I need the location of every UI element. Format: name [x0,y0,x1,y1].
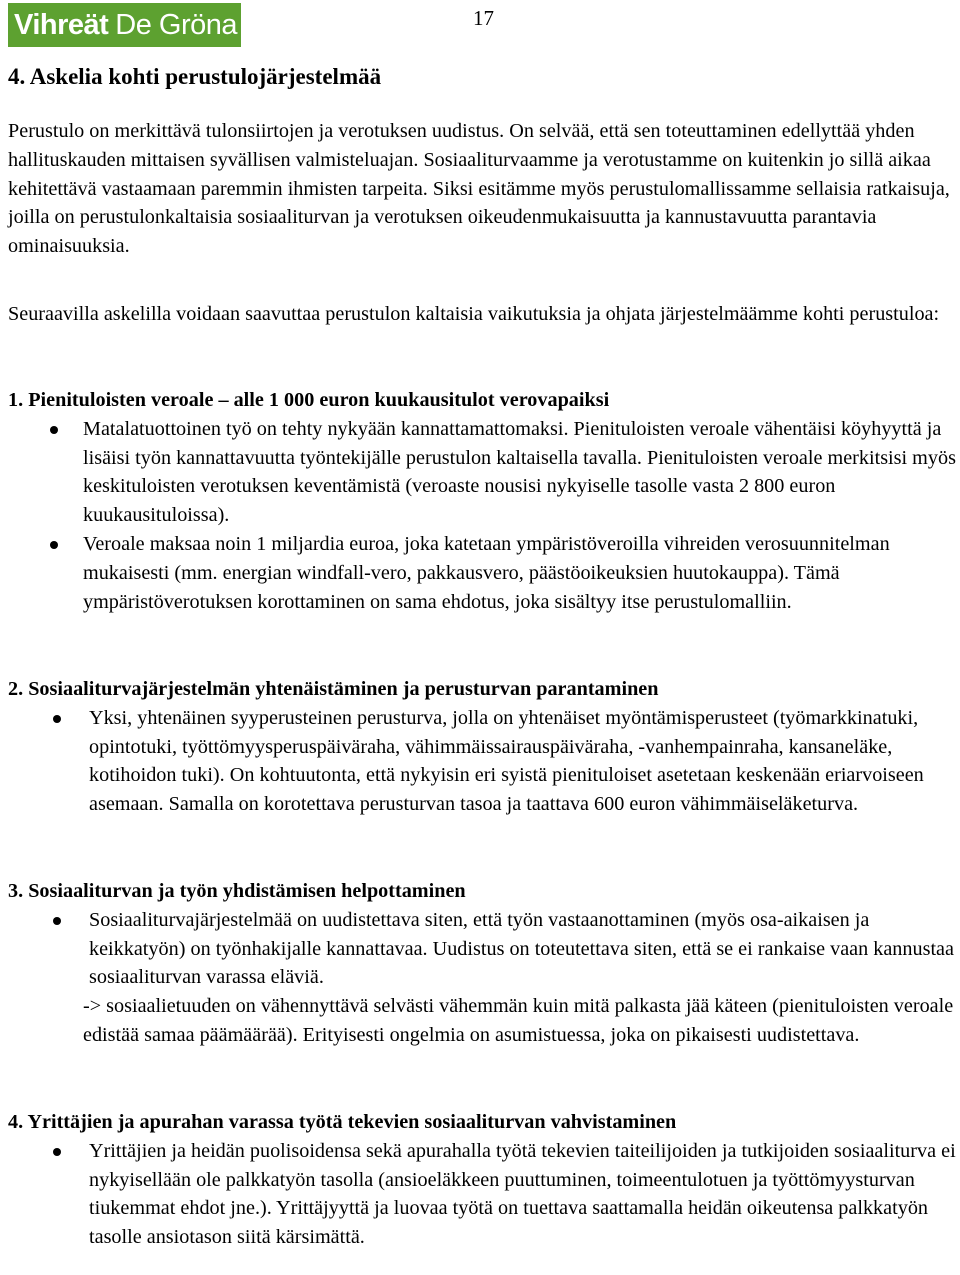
bullet-icon [53,917,61,925]
section-3 [8,877,958,1050]
bullet-icon [50,541,58,549]
section-heading: 1. Pienituloisten veroale – alle 1 000 euron kuukausitulot verovapaiksi [8,389,610,411]
section-1 [8,386,958,616]
logo-word-degrona: De Gröna [115,8,238,41]
bullet-icon [50,426,58,434]
list-item-text: Matalatuottoinen työ on tehty nykyään kannattamattomaksi. Pienituloisten veroale vähentäisi köyhyyttä ja lisäisi työn kannattavuutta työntekijälle perustulon kaltaisella tavalla. Pienituloisten veroale merkitsisi myös keskituloisten verotuksen keventämistä (veroaste nousisi nykyiselle tasolle vasta 2 800 euron kuukausituloissa). [83,417,956,527]
intro-paragraph: Perustulo on merkittävä tulonsiirtojen ja verotuksen uudistus. On selvää, että sen toteuttaminen edellyttää yhden hallituskauden mittaisen syvällisen valmisteluajan. Sosiaaliturvaamme ja verotustamme on kuitenkin jo sillä aikaa kehitettävä vastaamaan paremmin ihmisten tarpeita. Siksi esitämme myös perustulomallissamme sellaisia ratkaisuja, joilla on perustulonkaltaisia sosiaaliturvan ja verotuksen oikeudenmukaisuutta ja kannustavuutta parantavia ominaisuuksia. [8,120,950,258]
list-item-text: Sosiaaliturvajärjestelmää on uudistettava siten, että työn vastaanottaminen (myös osa-aikaisen ja keikkatyön) on työnhakijalle kannattavaa. Uudistus on toteutettava siten, että se ei rankaise vaan kannustaa sosiaaliturvan varassa eläviä. [89,908,954,989]
page-number: 17 [473,6,494,30]
section-2 [8,675,958,819]
section-heading: 4. Yrittäjien ja apurahan varassa työtä tekevien sosiaaliturvan vahvistaminen [8,1111,677,1133]
list-item [8,906,958,992]
section-heading: 3. Sosiaaliturvan ja työn yhdistämisen helpottaminen [8,880,466,902]
section-heading: 2. Sosiaaliturvajärjestelmän yhtenäistäminen ja perusturvan parantaminen [8,678,659,700]
bullet-list [8,906,958,992]
party-logo [8,3,241,47]
list-item-text: Veroale maksaa noin 1 miljardia euroa, joka katetaan ympäristöveroilla vihreiden verosuunnitelman mukaisesti (mm. energian windfall-vero, pakkausvero, päästöoikeuksien huutokauppa). Tämä ympäristöverotuksen korottaminen on sama ehdotus, joka sisältyy itse perustulomalliin. [83,532,890,613]
list-item [8,704,958,819]
list-item [8,1137,958,1252]
list-item-text: Yksi, yhtenäinen syyperusteinen perusturva, jolla on yhtenäiset myöntämisperusteet (työmarkkinatuki, opintotuki, työttömyysperuspäiväraha, vähimmäissairauspäiväraha, -vanhempainraha, kansaneläke, kotihoidon tuki). On kohtuutonta, että nykyisin eri syistä pienituloiset asetetaan keskenään eriarvoiseen asemaan. Samalla on korotettava perusturvan tasoa ja taattava 600 euron vähimmäiseläketurva. [89,706,924,816]
lead-paragraph: Seuraavilla askelilla voidaan saavuttaa perustulon kaltaisia vaikutuksia ja ohjata järjestelmäämme kohti perustuloa: [8,303,940,325]
section-4 [8,1108,958,1252]
bullet-icon [53,715,61,723]
bullet-icon [53,1148,61,1156]
logo-word-vihreat: Vihreät [14,8,109,41]
list-item [8,415,958,530]
bullet-list [8,415,958,617]
section-note: -> sosiaalietuuden on vähennyttävä selvästi vähemmän kuin mitä palkasta jää käteen (pienituloisten veroale edistää samaa päämäärää). Erityisesti ongelmia on asumistuessa, joka on pikaisesti uudistettava. [83,995,954,1046]
list-item [8,530,958,616]
bullet-list [8,1137,958,1252]
list-item-text: Yrittäjien ja heidän puolisoidensa sekä apurahalla työtä tekevien taiteilijoiden ja tutkijoiden sosiaaliturva ei nykyisellään ole palkkatyön tasolla (ansioeläkkeen puuttuminen, toimeentulotuen ja työttömyysturvan tiukemmat ehdot jne.). Yrittäjyyttä ja luovaa työtä on tuettava saattamalla heidän oikeutensa palkkatyön tasolle ansiotason siitä kärsimättä. [89,1139,956,1249]
bullet-list [8,704,958,819]
page-title: 4. Askelia kohti perustulojärjestelmää [8,64,382,89]
